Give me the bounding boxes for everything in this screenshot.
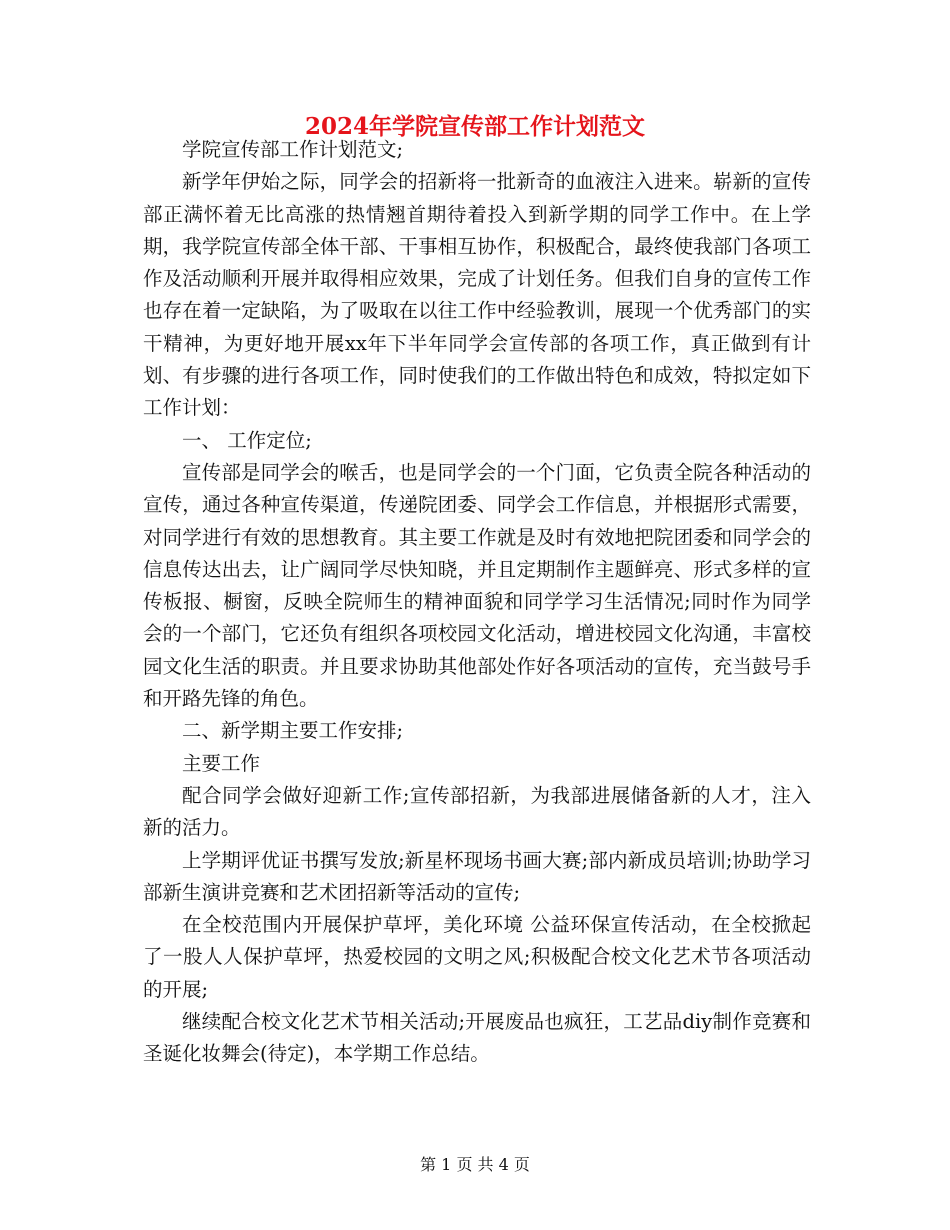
paragraph: 学院宣传部工作计划范文; <box>182 138 404 161</box>
paragraph: 继续配合校文化艺术节相关活动;开展废品也疯狂，工艺品diy制作竞赛和圣诞化妆舞会(待定)，本学期工作总结。 <box>143 1010 811 1066</box>
page-number-footer: 第 1 页 共 4 页 <box>420 1155 530 1174</box>
paragraph: 新学年伊始之际，同学会的招新将一批新奇的血液注入进来。崭新的宣传部正满怀着无比高涨的热情翘首期待着投入到新学期的同学工作中。在上学期，我学院宣传部全体干部、干事相互协作，积极配合，最终使我部门各项工作及活动顺利开展并取得相应效果，完成了计划任务。但我们自身的宣传工作也存在着一定缺陷，为了吸取在以往工作中经验教训，展现一个优秀部门的实干精神，为更好地开展xx年下半年同学会宣传部的各项工作，真正做到有计划、有步骤的进行各项工作，同时使我们的工作做出特色和成效，特拟定如下工作计划： <box>143 170 811 420</box>
paragraph: 在全校范围内开展保护草坪，美化环境 公益环保宣传活动，在全校掀起了一股人人保护草坪，热爱校园的文明之风;积极配合校文化艺术节各项活动的开展; <box>143 913 811 1001</box>
document-body <box>143 134 811 1071</box>
paragraph: 宣传部是同学会的喉舌，也是同学会的一个门面，它负责全院各种活动的宣传，通过各种宣传渠道，传递院团委、同学会工作信息，并根据形式需要，对同学进行有效的思想教育。其主要工作就是及时有效地把院团委和同学会的信息传达出去，让广阔同学尽快知晓，并且定期制作主题鲜亮、形式多样的宣传板报、橱窗，反映全院师生的精神面貌和同学学习生活情况;同时作为同学会的一个部门，它还负有组织各项校园文化活动，增进校园文化沟通，丰富校园文化生活的职责。并且要求协助其他部处作好各项活动的宣传，充当鼓号手和开路先锋的角色。 <box>143 460 811 711</box>
document-title: 2024年学院宣传部工作计划范文 <box>304 113 645 140</box>
section-heading: 二、新学期主要工作安排; <box>182 719 404 743</box>
paragraph: 配合同学会做好迎新工作;宣传部招新，为我部进展储备新的人才，注入新的活力。 <box>143 783 811 840</box>
paragraph: 上学期评优证书撰写发放;新星杯现场书画大赛;部内新成员培训;协助学习部新生演讲竞赛和艺术团招新等活动的宣传; <box>143 848 811 904</box>
section-heading: 一、 工作定位; <box>182 428 312 452</box>
subheading: 主要工作 <box>182 751 261 775</box>
